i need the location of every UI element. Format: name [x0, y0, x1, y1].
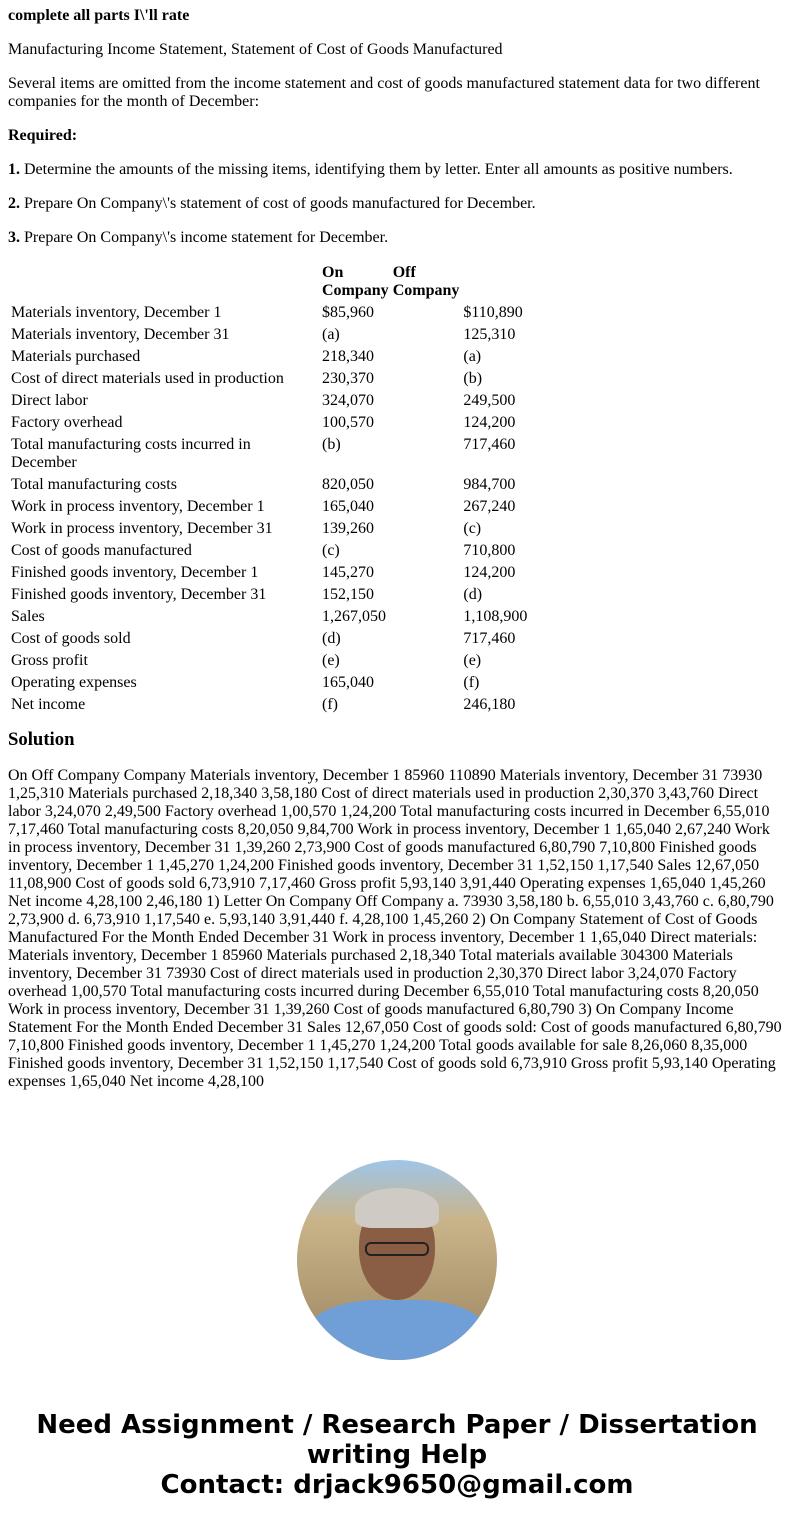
- on-company-value: 165,040: [322, 674, 374, 691]
- table-row: [10, 607, 528, 627]
- on-company-value: 820,050: [322, 476, 374, 493]
- off-company-value: (a): [463, 348, 482, 365]
- table-row: [10, 585, 528, 605]
- table-row: [10, 347, 528, 367]
- off-company-value: 124,200: [463, 414, 516, 431]
- on-company-value: (a): [322, 326, 340, 343]
- table-row: [10, 475, 528, 495]
- spacer: [392, 673, 461, 693]
- row-label: Factory overhead: [11, 414, 123, 431]
- off-company-value: (d): [463, 586, 483, 603]
- footer-line-1: Need Assignment / Research Paper / Dissertation writing Help: [36, 1410, 758, 1470]
- part-2: 2. Prepare On Company\'s statement of cost of goods manufactured for December.: [8, 195, 536, 212]
- header-on-company: On Company: [322, 264, 389, 299]
- footer-contact: Contact: drjack9650@gmail.com: [160, 1470, 634, 1500]
- spacer: [392, 391, 461, 411]
- on-company-value: 139,260: [322, 520, 374, 537]
- spacer: [392, 629, 461, 649]
- spacer: [392, 497, 461, 517]
- spacer: [392, 541, 461, 561]
- author-photo: [297, 1160, 497, 1360]
- row-label: Total manufacturing costs: [11, 476, 177, 493]
- off-company-value: 246,180: [463, 696, 516, 713]
- row-label: Sales: [11, 608, 45, 625]
- table-row: [10, 435, 528, 473]
- on-company-value: 324,070: [322, 392, 374, 409]
- glasses-shape: [365, 1242, 429, 1256]
- spacer: [392, 347, 461, 367]
- spacer: [392, 651, 461, 671]
- question-subtitle: Manufacturing Income Statement, Statement of Cost of Goods Manufactured: [8, 41, 503, 58]
- off-company-value: $110,890: [463, 304, 523, 321]
- spacer: [392, 325, 461, 345]
- table-row: [10, 651, 528, 671]
- spacer: [392, 435, 461, 473]
- off-company-value: 125,310: [463, 326, 516, 343]
- solution-heading: Solution: [8, 729, 75, 750]
- header-blank: [10, 263, 319, 301]
- row-label: Work in process inventory, December 1: [11, 498, 265, 515]
- on-company-value: (f): [322, 696, 338, 713]
- row-label: Direct labor: [11, 392, 88, 409]
- spacer: [392, 369, 461, 389]
- row-label: Work in process inventory, December 31: [11, 520, 273, 537]
- header-blank: [462, 263, 528, 301]
- on-company-value: (c): [322, 542, 340, 559]
- table-row: [10, 673, 528, 693]
- table-row: [10, 563, 528, 583]
- on-company-value: (e): [322, 652, 340, 669]
- solution-text: On Off Company Company Materials inventory, December 1 85960 110890 Materials inventory, December 31 73930 1,25,310 Materials purchased 2,18,340 3,58,180 Cost of direct materials used in production 2,30,370 3,43,760 Direct labor 3,24,070 2,49,500 Factory overhead 1,00,570 1,24,200 Total manufacturing costs incurred in December 6,55,010 7,17,460 Total manufacturing costs 8,20,050 9,84,700 Work in process inventory, December 1 1,65,040 2,67,240 Work in process inventory, December 31 1,39,260 2,73,900 Cost of goods manufactured 6,80,790 7,10,800 Finished goods inventory, December 1 1,45,270 1,24,200 Finished goods inventory, December 31 1,52,150 1,17,540 Sales 12,67,050 11,08,900 Cost of goods sold 6,73,910 7,17,460 Gross profit 5,93,140 3,91,440 Operating expenses 1,65,040 1,45,260 Net income 4,28,100 2,46,180 1) Letter On Company Off Company a. 73930 3,58,180 b. 6,55,010 3,43,760 c. 6,80,790 2,73,900 d. 6,73,910 1,17,540 e. 5,93,140 3,91,440 f. 4,28,100 1,45,260 2) On Company Statement of Cost of Goods Manufactured For the Month Ended December 31 Work in process inventory, December 1 1,65,040 Direct materials: Materials inventory, December 1 85960 Materials purchased 2,18,340 Total materials available 304300 Materials inventory, December 31 73930 Cost of direct materials used in production 2,30,370 Direct labor 3,24,070 Factory overhead 1,00,570 Total manufacturing costs incurred during December 6,55,010 Total manufacturing costs 8,20,050 Work in process inventory, December 31 1,39,260 Cost of goods manufactured 6,80,790 3) On Company Income Statement For the Month Ended December 31 Sales 12,67,050 Cost of goods sold: Cost of goods manufactured 6,80,790 7,10,800 Finished goods inventory, December 1 1,45,270 1,24,200 Total goods available for sale 8,26,060 8,35,000 Finished goods inventory, December 31 1,52,150 1,17,540 Cost of goods sold 6,73,910 Gross profit 5,93,140 Operating expenses 1,65,040 Net income 4,28,100: [8, 767, 782, 1090]
- part-1: 1. Determine the amounts of the missing items, identifying them by letter. Enter all amounts as positive numbers.: [8, 161, 733, 178]
- off-company-value: 1,108,900: [463, 608, 528, 625]
- off-company-value: 984,700: [463, 476, 516, 493]
- footer-banner: [0, 1410, 794, 1500]
- on-company-value: 218,340: [322, 348, 374, 365]
- row-label: Materials inventory, December 31: [11, 326, 230, 343]
- on-company-value: (b): [322, 436, 341, 453]
- off-company-value: 267,240: [463, 498, 516, 515]
- off-company-value: (e): [463, 652, 482, 669]
- off-company-value: 124,200: [463, 564, 516, 581]
- spacer: [392, 475, 461, 495]
- off-company-value: 717,460: [463, 436, 516, 453]
- off-company-value: 249,500: [463, 392, 516, 409]
- question-content: [0, 7, 794, 1091]
- off-company-value: (f): [463, 674, 480, 691]
- table-header-row: [10, 263, 528, 301]
- on-company-value: (d): [322, 630, 341, 647]
- question-title: complete all parts I\'ll rate: [8, 7, 190, 24]
- on-company-value: 1,267,050: [322, 608, 386, 625]
- row-label: Finished goods inventory, December 31: [11, 586, 267, 603]
- table-row: [10, 541, 528, 561]
- table-row: [10, 519, 528, 539]
- data-table: [8, 261, 530, 717]
- spacer: [392, 695, 461, 715]
- part-3: 3. Prepare On Company\'s income statement for December.: [8, 229, 389, 246]
- row-label: Total manufacturing costs incurred in December: [11, 436, 251, 471]
- table-row: [10, 369, 528, 389]
- question-intro: Several items are omitted from the income statement and cost of goods manufactured statement data for two different companies for the month of December:: [8, 75, 760, 110]
- on-company-value: 145,270: [322, 564, 374, 581]
- off-company-value: 710,800: [463, 542, 516, 559]
- row-label: Cost of goods sold: [11, 630, 131, 647]
- row-label: Cost of goods manufactured: [11, 542, 192, 559]
- table-row: [10, 629, 528, 649]
- on-company-value: $85,960: [322, 304, 374, 321]
- table-row: [10, 413, 528, 433]
- row-label: Materials purchased: [11, 348, 141, 365]
- off-company-value: (b): [463, 370, 483, 387]
- on-company-value: 152,150: [322, 586, 374, 603]
- table-row: [10, 497, 528, 517]
- table-row: [10, 325, 528, 345]
- spacer: [392, 519, 461, 539]
- on-company-value: 230,370: [322, 370, 374, 387]
- table-row: [10, 391, 528, 411]
- spacer: [392, 563, 461, 583]
- off-company-value: 717,460: [463, 630, 516, 647]
- spacer: [392, 607, 461, 627]
- table-row: [10, 303, 528, 323]
- off-company-value: (c): [463, 520, 482, 537]
- on-company-value: 165,040: [322, 498, 374, 515]
- row-label: Gross profit: [11, 652, 88, 669]
- required-heading: Required:: [8, 127, 78, 144]
- row-label: Operating expenses: [11, 674, 137, 691]
- row-label: Cost of direct materials used in production: [11, 370, 284, 387]
- spacer: [392, 413, 461, 433]
- row-label: Net income: [11, 696, 86, 713]
- spacer: [392, 585, 461, 605]
- spacer: [392, 303, 461, 323]
- row-label: Materials inventory, December 1: [11, 304, 222, 321]
- row-label: Finished goods inventory, December 1: [11, 564, 259, 581]
- table-row: [10, 695, 528, 715]
- on-company-value: 100,570: [322, 414, 374, 431]
- header-off-company: Off Company: [392, 264, 460, 299]
